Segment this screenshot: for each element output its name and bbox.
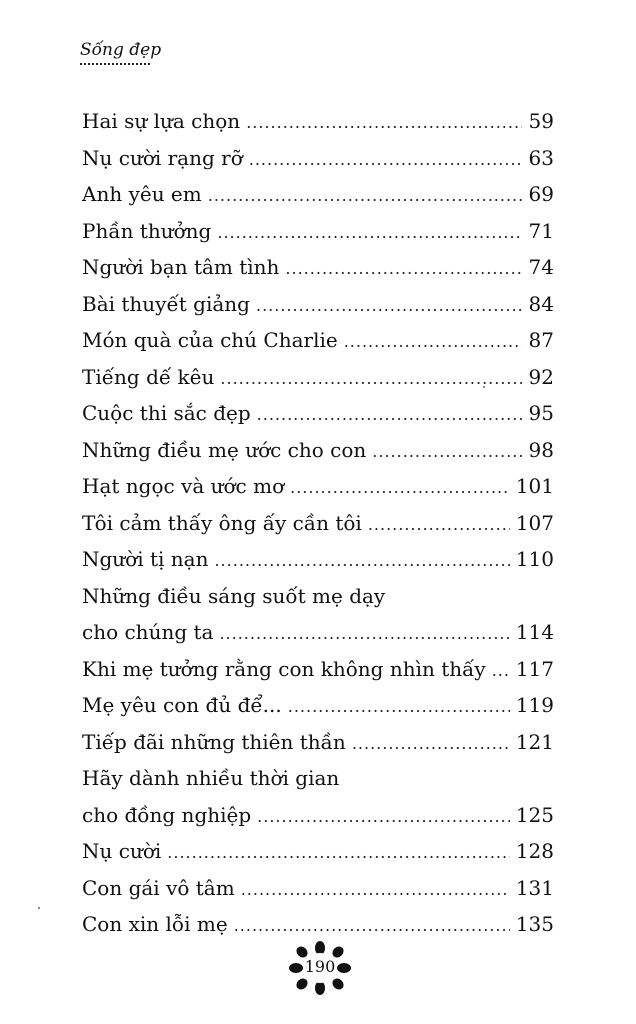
toc-entry-title: Tiếp đãi những thiên thần — [82, 729, 346, 754]
toc-entry-page: 117 — [515, 656, 554, 681]
dot-leader — [257, 799, 510, 836]
dot-leader — [288, 689, 510, 726]
toc-entry-title: Anh yêu em — [82, 182, 202, 206]
toc-entry-page: 131 — [515, 875, 554, 900]
toc-entry-title: Con xin lỗi mẹ — [82, 912, 228, 936]
toc-entry — [82, 651, 554, 688]
toc-entry-page: 74 — [528, 255, 554, 279]
dot-leader — [208, 178, 522, 215]
toc-entry-title: Những điều mẹ ước cho con — [82, 437, 367, 462]
toc-entry-title: Tiếng dế kêu — [82, 364, 215, 389]
toc-entry — [82, 103, 554, 140]
toc-entry — [82, 359, 554, 396]
dot-leader — [352, 726, 510, 763]
toc-entry-title: Cuộc thi sắc đẹp — [82, 401, 251, 425]
toc-entry-title: Phần thưởng — [82, 218, 212, 243]
toc-entry-page: 69 — [528, 182, 554, 206]
toc-entry-page: 71 — [528, 218, 554, 243]
dot-leader — [344, 324, 522, 361]
toc-entry — [82, 213, 554, 250]
toc-entry-title: Nụ cười rạng rỡ — [82, 145, 243, 170]
toc-entry-page: 84 — [528, 291, 554, 316]
page-footer — [288, 940, 352, 996]
dot-leader — [249, 142, 522, 179]
toc-entry — [82, 797, 554, 834]
toc-entry — [82, 614, 554, 651]
toc-entry-title: Món quà của chú Charlie — [82, 328, 338, 352]
dot-leader — [234, 908, 510, 945]
toc-entry — [82, 760, 554, 797]
toc-entry — [82, 249, 554, 286]
toc-entry — [82, 505, 554, 542]
toc-entry-title: cho chúng ta — [82, 620, 214, 644]
toc-entry-title: Con gái vô tâm — [82, 875, 235, 900]
print-speck — [38, 907, 40, 909]
toc-entry-title: Người bạn tâm tình — [82, 255, 280, 279]
toc-entry-title: Bài thuyết giảng — [82, 291, 250, 316]
toc-entry-title: Hai sự lựa chọn — [82, 109, 241, 133]
toc-entry-title: Hạt ngọc và ước mơ — [82, 474, 285, 498]
toc-entry-page: 95 — [528, 401, 554, 425]
toc-entry-page: 125 — [515, 802, 554, 827]
toc-entry — [82, 468, 554, 505]
dot-leader — [220, 361, 522, 398]
dot-leader — [257, 397, 522, 434]
toc-entry-page: 121 — [515, 729, 554, 754]
toc-entry — [82, 286, 554, 323]
toc-entry-page: 114 — [515, 620, 554, 644]
toc-entry — [82, 578, 554, 615]
toc-entry-page: 63 — [528, 145, 554, 170]
toc-entry — [82, 395, 554, 432]
toc-entry — [82, 176, 554, 213]
dot-leader — [219, 616, 509, 653]
dot-leader — [246, 105, 522, 142]
toc-entry — [82, 541, 554, 578]
toc-entry-title: Người tị nạn — [82, 547, 209, 571]
toc-entry-title: Tôi cảm thấy ông ấy cần tôi — [82, 510, 362, 535]
header-underline — [80, 63, 150, 65]
dot-leader — [372, 434, 522, 471]
toc-entry-page: 107 — [515, 510, 554, 535]
toc-entry-page: 92 — [528, 364, 554, 389]
toc-entry-page: 101 — [515, 474, 554, 498]
toc-entry-page: 135 — [515, 912, 554, 936]
dot-leader — [167, 835, 510, 872]
toc-entry-page: 59 — [528, 109, 554, 133]
toc-entry — [82, 833, 554, 870]
dot-leader — [214, 543, 509, 580]
toc-entry — [82, 906, 554, 943]
toc-entry-page: 87 — [528, 328, 554, 352]
dot-leader — [492, 653, 510, 690]
dot-leader — [285, 251, 522, 288]
toc-entry — [82, 432, 554, 469]
running-header: Sống đẹp — [80, 40, 162, 60]
toc-entry — [82, 322, 554, 359]
toc-entry — [82, 870, 554, 907]
toc-entry-title: Mẹ yêu con đủ để... — [82, 693, 282, 717]
toc-entry — [82, 687, 554, 724]
toc-entry-title: Hãy dành nhiều thời gian — [82, 766, 340, 790]
toc-entry — [82, 724, 554, 761]
toc-entry — [82, 140, 554, 177]
page-number: 190 — [304, 957, 336, 976]
toc-entry-page: 119 — [515, 693, 554, 717]
print-speck — [483, 386, 485, 388]
dot-leader — [368, 507, 510, 544]
toc-entry-title: cho đồng nghiệp — [82, 802, 252, 827]
toc-entry-title: Khi mẹ tưởng rằng con không nhìn thấy — [82, 656, 486, 681]
toc-entry-page: 110 — [515, 547, 554, 571]
table-of-contents — [82, 103, 554, 943]
toc-entry-title: Những điều sáng suốt mẹ dạy — [82, 583, 386, 608]
toc-entry-page: 128 — [515, 839, 554, 863]
dot-leader — [290, 470, 510, 507]
dot-leader — [217, 215, 522, 252]
dot-leader — [241, 872, 510, 909]
toc-entry-page: 98 — [528, 437, 554, 462]
dot-leader — [256, 288, 522, 325]
toc-entry-title: Nụ cười — [82, 839, 162, 863]
